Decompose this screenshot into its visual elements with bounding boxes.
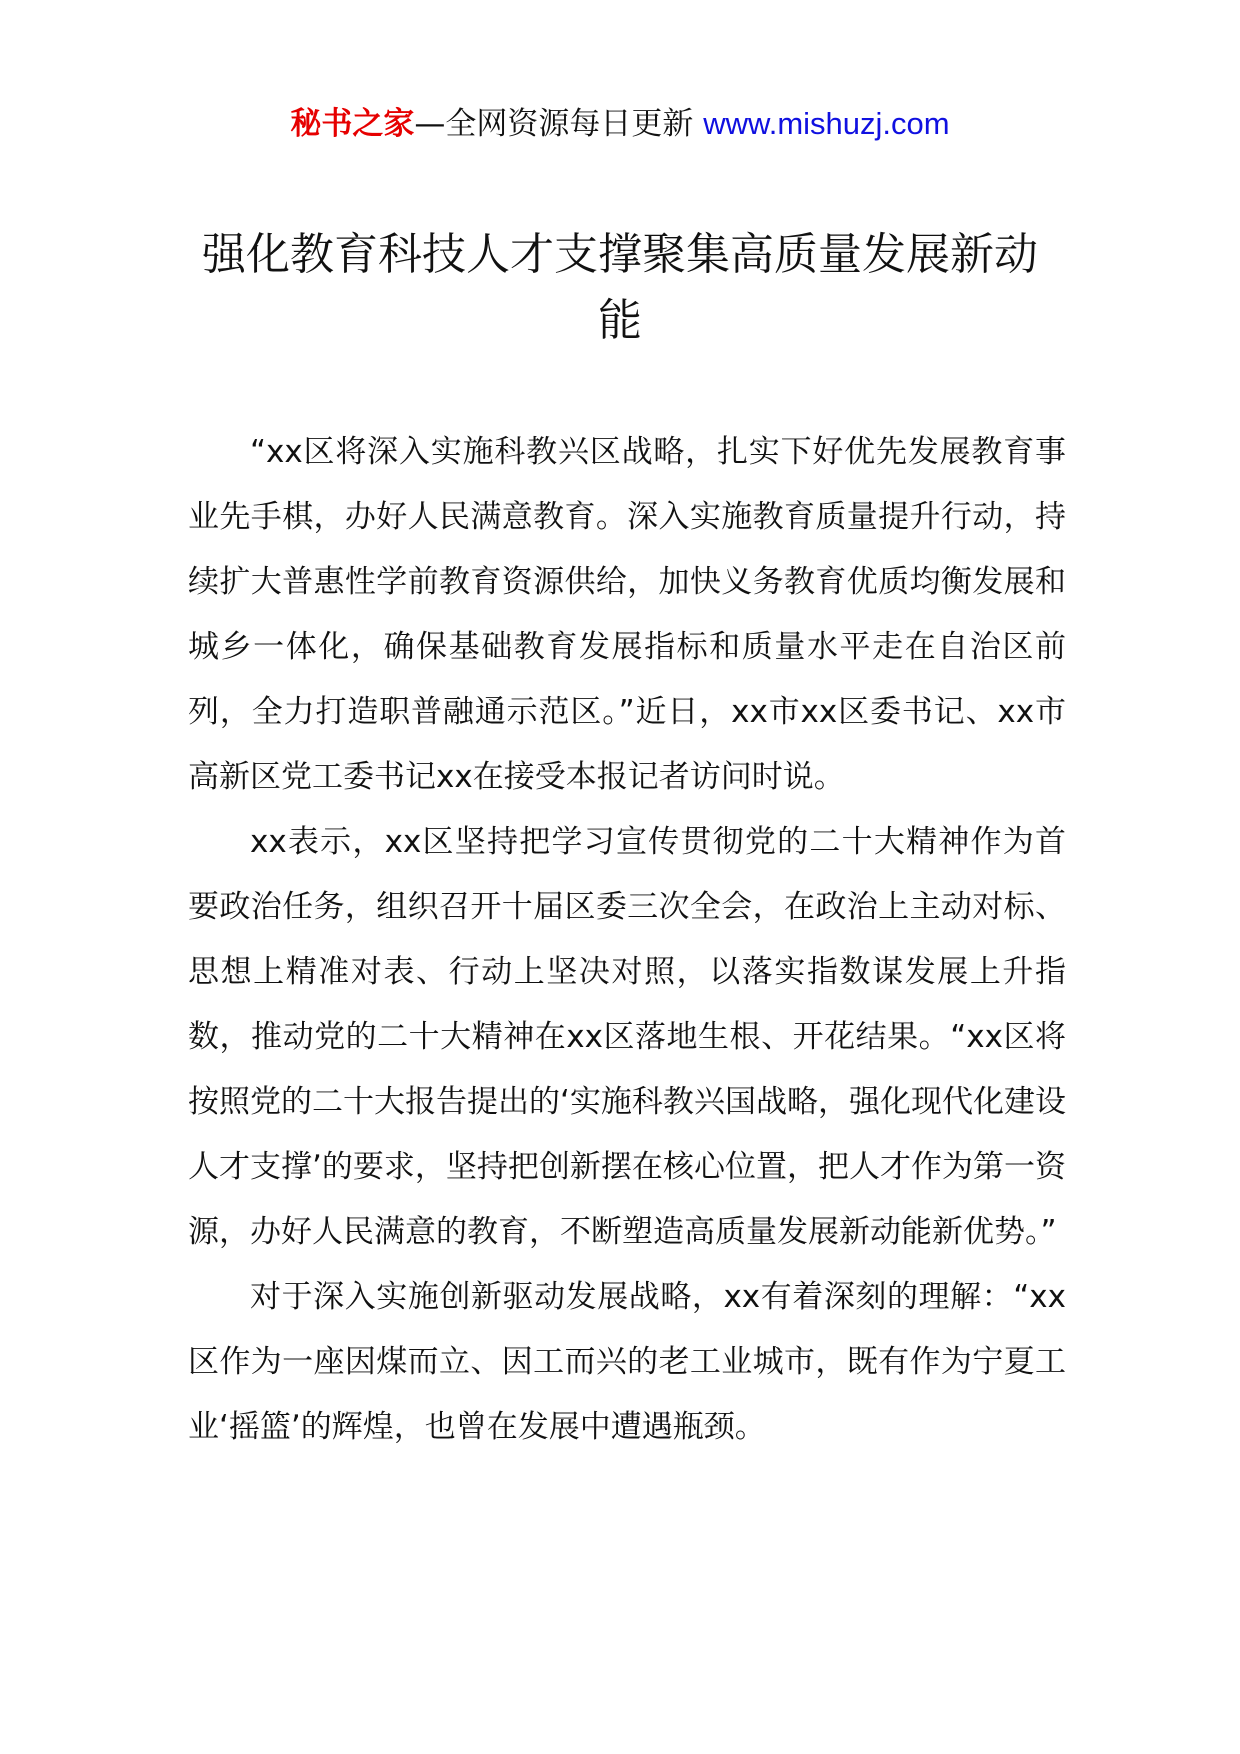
- header-tagline: —全网资源每日更新: [414, 106, 704, 142]
- brand-name: 秘书之家: [290, 106, 415, 142]
- site-header: [0, 100, 1240, 148]
- paragraph: 对于深入实施创新驱动发展战略，xx有着深刻的理解：“xx区作为一座因煤而立、因工而兴的老工业城市，既有作为宁夏工业‘摇篮’的辉煌，也曾在发展中遭遇瓶颈。: [188, 1279, 1066, 1445]
- paragraph: xx表示，xx区坚持把学习宣传贯彻党的二十大精神作为首要政治任务，组织召开十届区委三次全会，在政治上主动对标、思想上精准对表、行动上坚决对照，以落实指数谋发展上升指数，推动党的二十大精神在xx区落地生根、开花结果。“xx区将按照党的二十大报告提出的‘实施科教兴国战略，强化现代化建设人才支撑’的要求，坚持把创新摆在核心位置，把人才作为第一资源，办好人民满意的教育，不断塑造高质量发展新动能新优势。”: [188, 824, 1066, 1250]
- site-url-link[interactable]: www.mishuzj.com: [703, 106, 950, 141]
- document-title: 强化教育科技人才支撑聚集高质量发展新动能: [202, 229, 1038, 346]
- paragraph: “xx区将深入实施科教兴区战略，扎实下好优先发展教育事业先手棋，办好人民满意教育。深入实施教育质量提升行动，持续扩大普惠性学前教育资源供给，加快义务教育优质均衡发展和城乡一体化，确保基础教育发展指标和质量水平走在自治区前列，全力打造职普融通示范区。”近日，xx市xx区委书记、xx市高新区党工委书记xx在接受本报记者访问时说。: [188, 434, 1066, 795]
- document-body: [188, 420, 1066, 1460]
